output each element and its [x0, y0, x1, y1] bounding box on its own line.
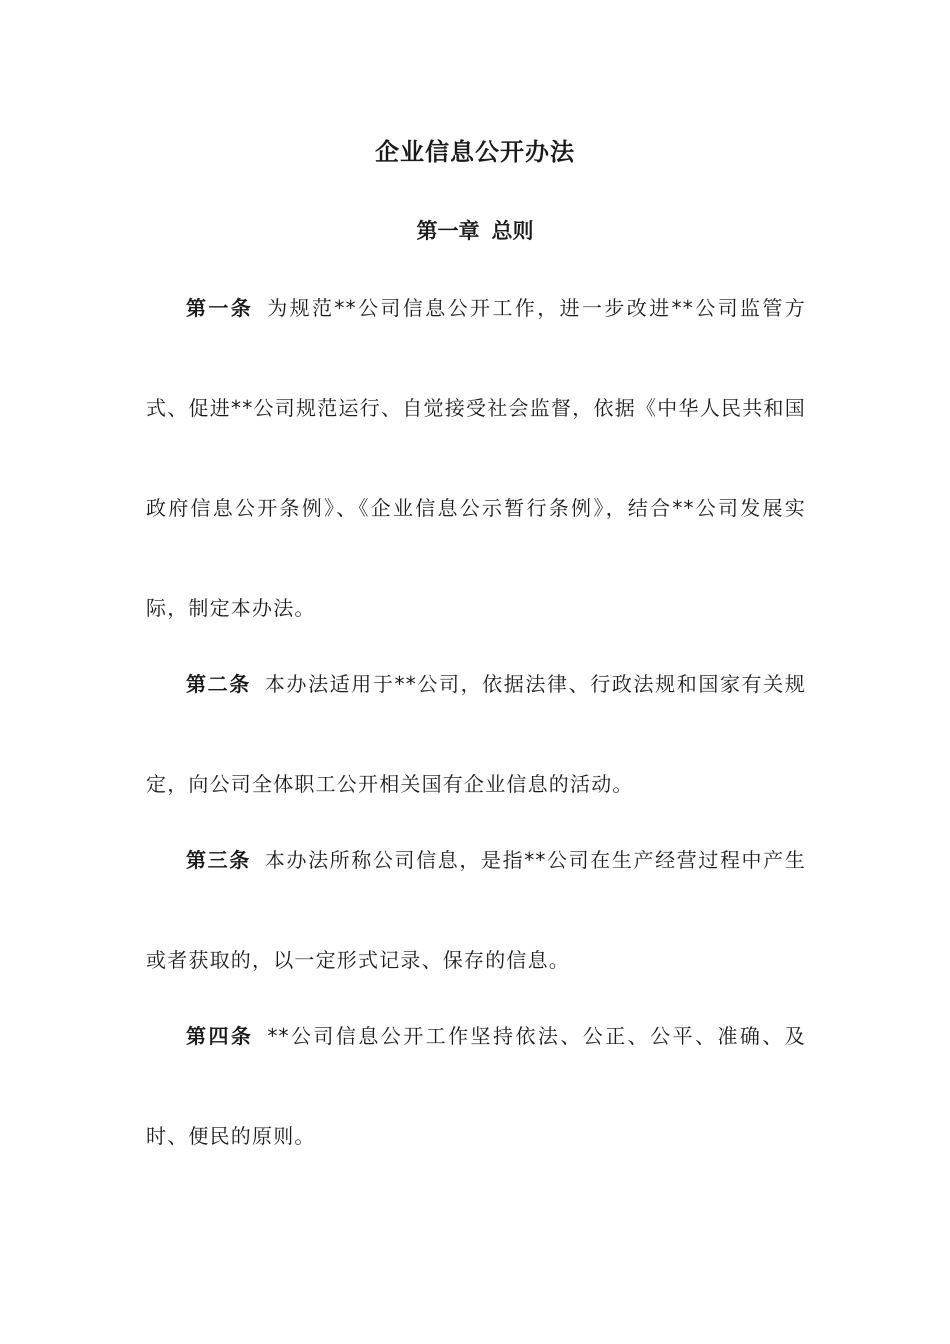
article-3: [146, 810, 806, 1010]
article-label: 第二条: [186, 672, 251, 696]
article-label: 第一条: [186, 296, 254, 320]
article-text: **公司信息公开工作坚持依法、公正、公平、准确、及时、便民的原则。: [146, 1024, 806, 1148]
article-1: [146, 258, 806, 658]
chapter-number: 第一章: [416, 219, 480, 243]
chapter-name: 总则: [491, 219, 534, 243]
article-text: 本办法适用于**公司，依据法律、行政法规和国家有关规定，向公司全体职工公开相关国有企业信息的活动。: [146, 672, 806, 796]
document-title: 企业信息公开办法: [375, 138, 575, 166]
article-label: 第三条: [186, 848, 251, 872]
article-4: [146, 986, 806, 1186]
article-2: [146, 634, 806, 834]
article-text: 本办法所称公司信息，是指**公司在生产经营过程中产生或者获取的，以一定形式记录、保存的信息。: [146, 848, 806, 972]
article-label: 第四条: [186, 1024, 254, 1048]
chapter-heading: [0, 214, 950, 248]
article-text: 为规范**公司信息公开工作，进一步改进**公司监管方式、促进**公司规范运行、自觉接受社会监督，依据《中华人民共和国政府信息公开条例》、《企业信息公示暂行条例》，结合**公司发展实际，制定本办法。: [146, 296, 806, 620]
